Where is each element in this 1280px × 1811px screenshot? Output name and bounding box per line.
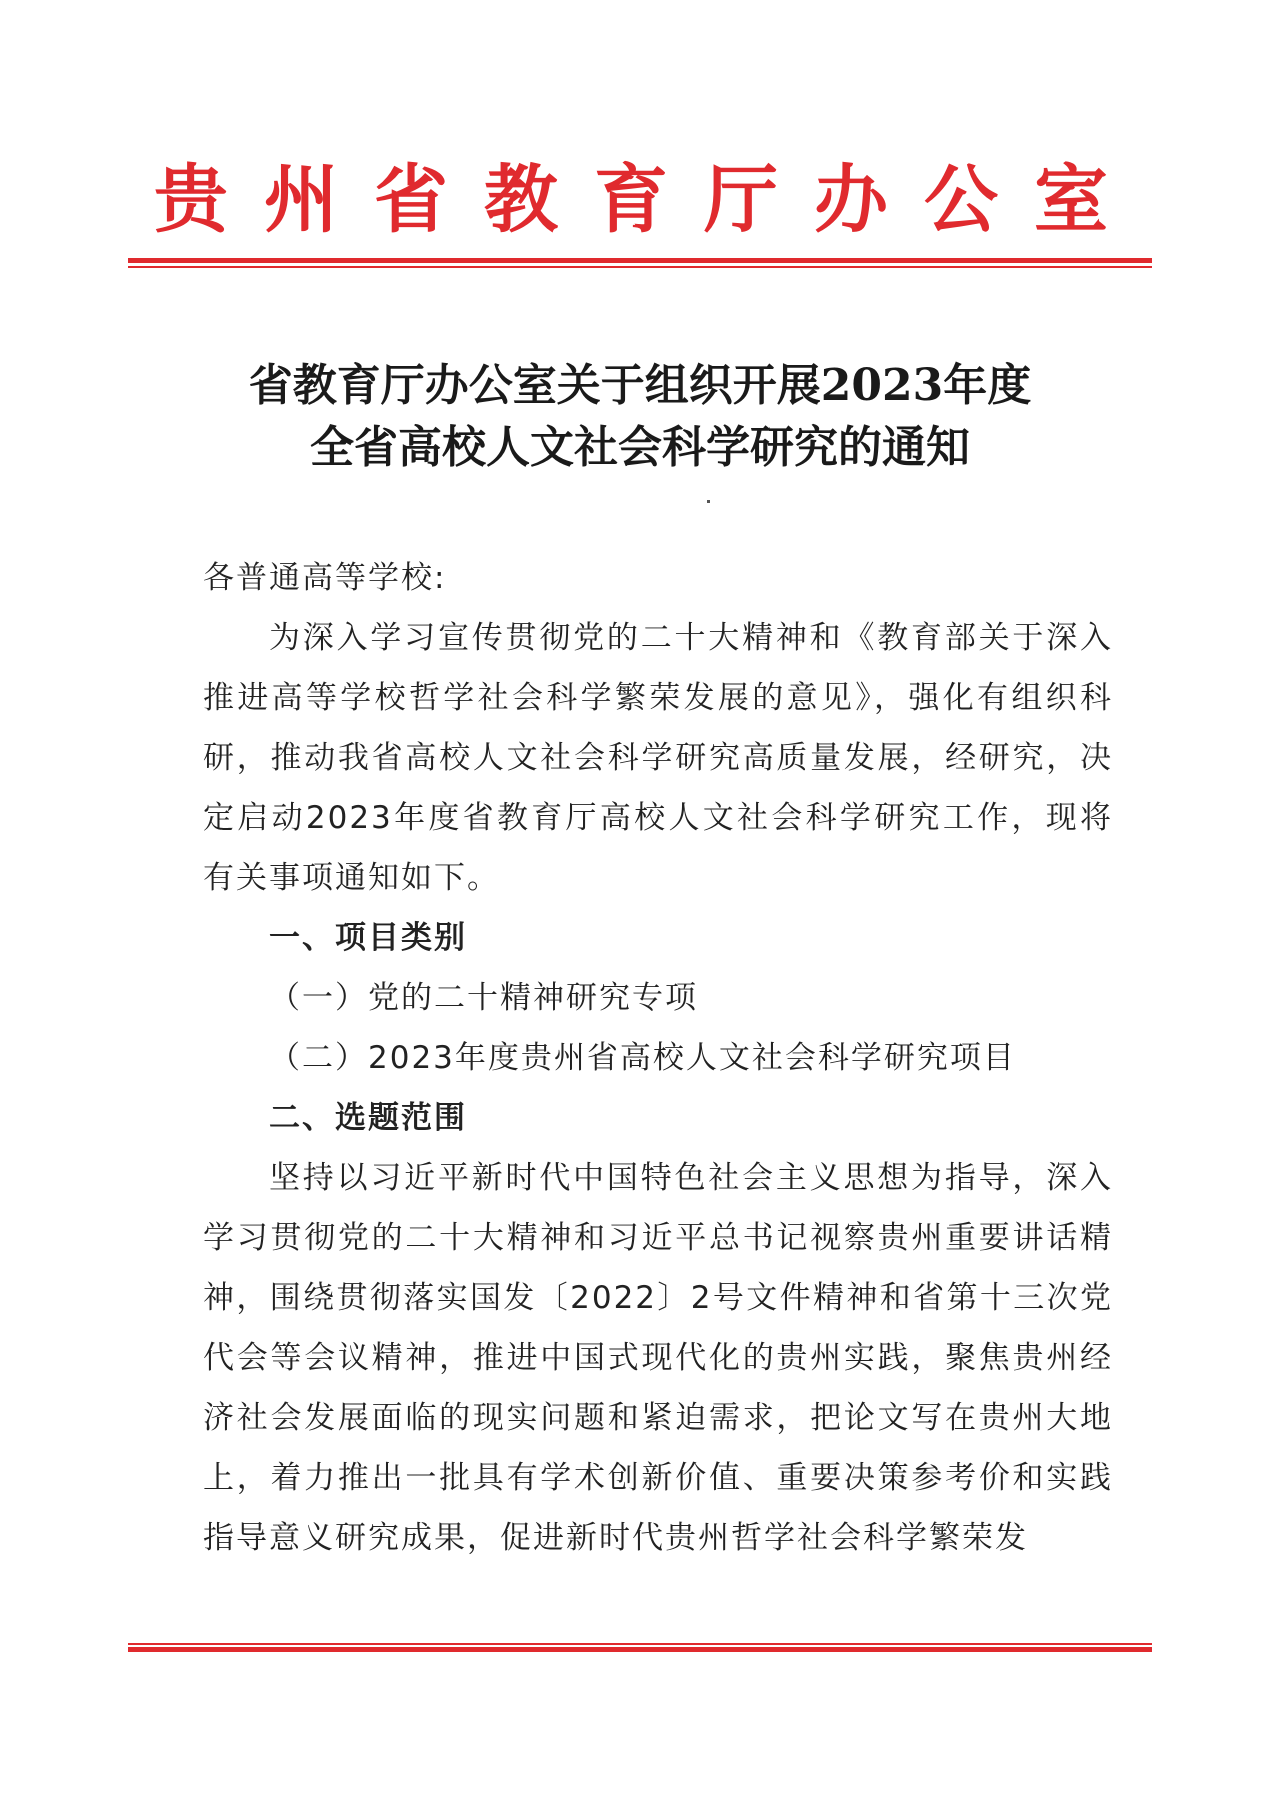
footer-rule-thick (128, 1647, 1152, 1652)
section-1-heading: 一、项目类别 (269, 920, 467, 956)
header-rule-thin (128, 266, 1152, 268)
document-title (0, 355, 1280, 479)
title-line-2: 全省高校人文社会科学研究的通知 (310, 422, 970, 473)
stray-mark (707, 500, 710, 503)
org-header: 贵州省教育厅办公室 (154, 157, 1144, 243)
salutation: 各普通高等学校: (203, 560, 447, 596)
footer-rule-thin (128, 1643, 1152, 1645)
header-rule-thick (128, 258, 1152, 263)
title-line-1: 省教育厅办公室关于组织开展2023年度 (248, 360, 1032, 411)
document-body (203, 548, 1113, 1568)
section-2-heading: 二、选题范围 (269, 1100, 467, 1136)
section-1-item-2: （二）2023年度贵州省高校人文社会科学研究项目 (269, 1040, 1016, 1076)
section-2-paragraph: 坚持以习近平新时代中国特色社会主义思想为指导，深入学习贯彻党的二十大精神和习近平总书记视察贵州重要讲话精神，围绕贯彻落实国发〔2022〕2号文件精神和省第十三次党代会等会议精神，推进中国式现代化的贵州实践，聚焦贵州经济社会发展面临的现实问题和紧迫需求，把论文写在贵州大地上，着力推出一批具有学术创新价值、重要决策参考价和实践指导意义研究成果，促进新时代贵州哲学社会科学繁荣发 (203, 1160, 1113, 1556)
section-1-item-1: （一）党的二十精神研究专项 (269, 980, 698, 1016)
intro-paragraph: 为深入学习宣传贯彻党的二十大精神和《教育部关于深入推进高等学校哲学社会科学繁荣发展的意见》，强化有组织科研，推动我省高校人文社会科学研究高质量发展，经研究，决定启动2023年度省教育厅高校人文社会科学研究工作，现将有关事项通知如下。 (203, 620, 1113, 896)
